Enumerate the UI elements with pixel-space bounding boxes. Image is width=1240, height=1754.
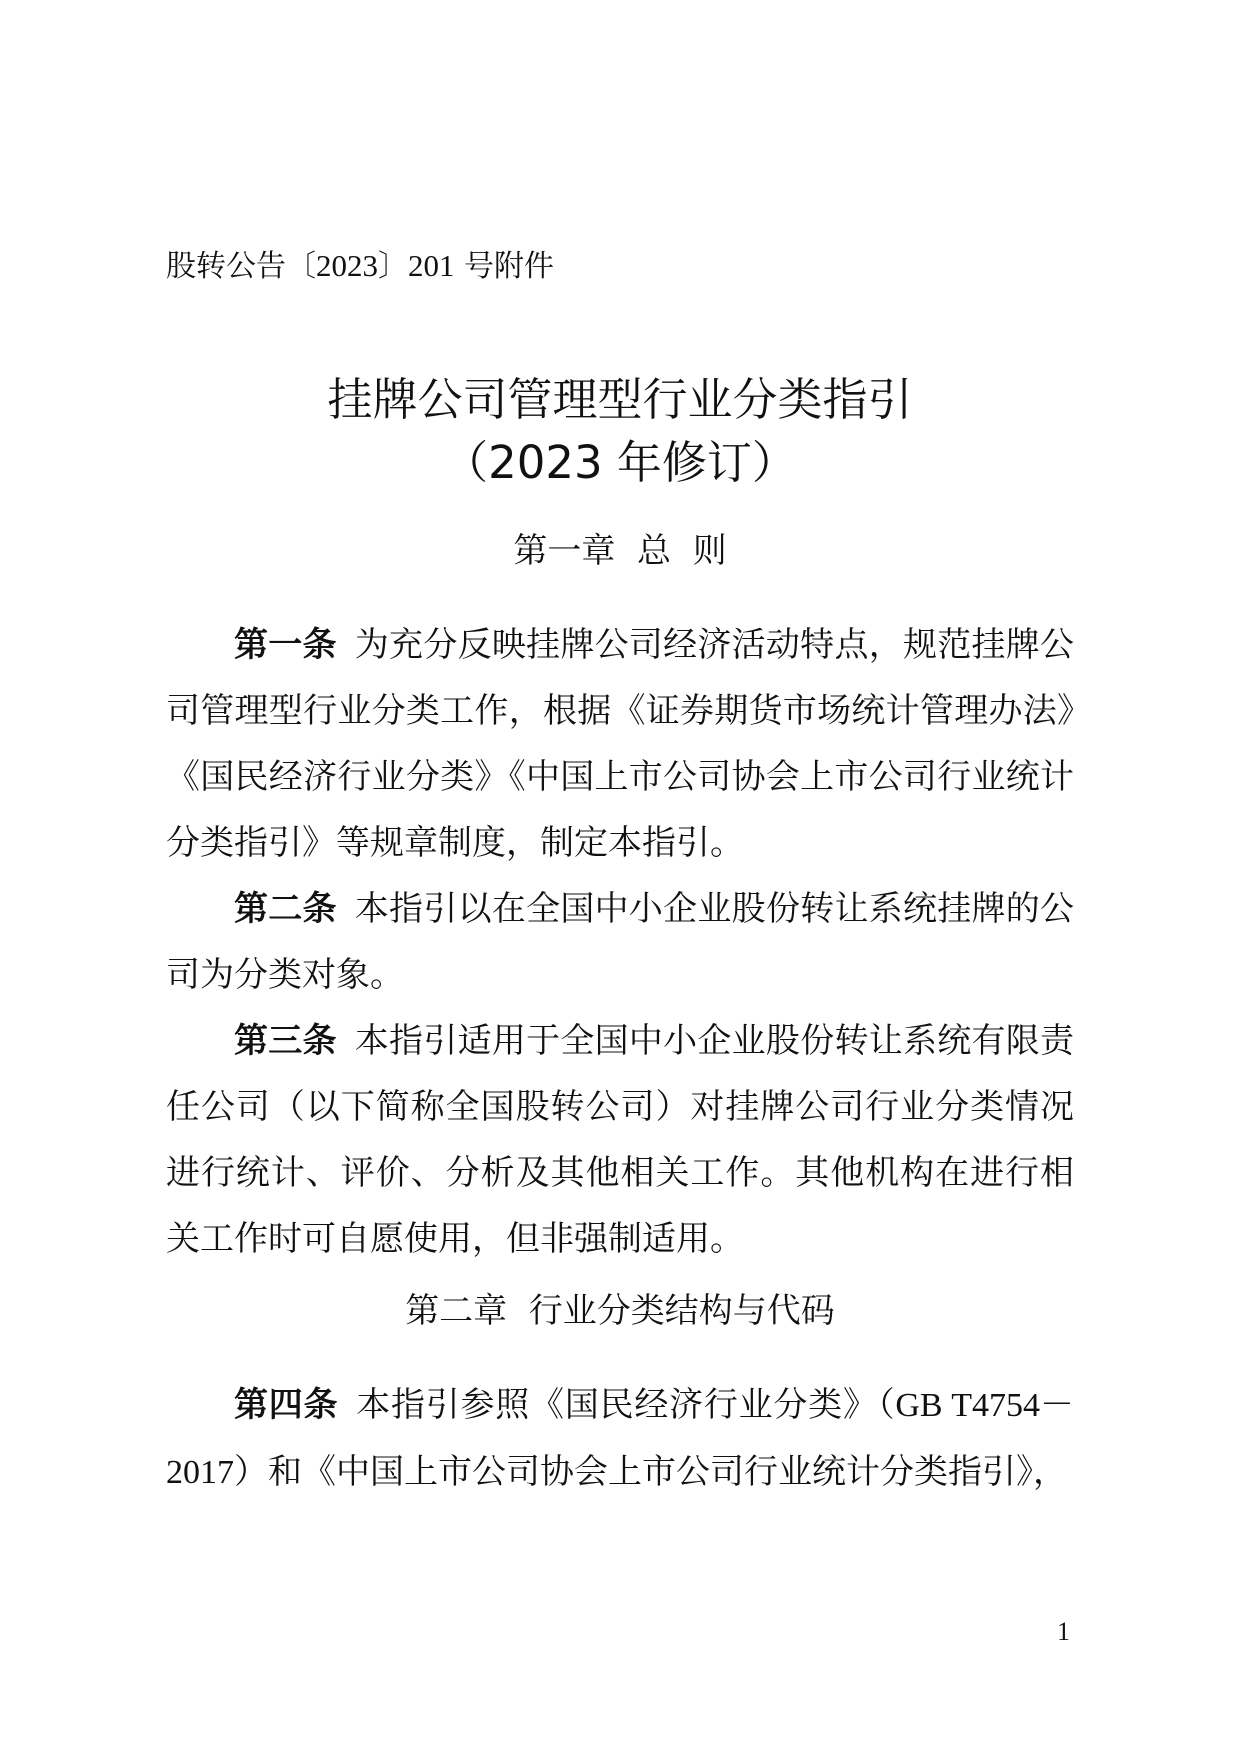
article-label: 第三条	[234, 1021, 337, 1061]
article-text: 本指引适用于全国中小企业股份转让系统有限责任公司（以下简称全国股转公司）对挂牌公司行业分类情况进行统计、评价、分析及其他相关工作。其他机构在进行相关工作时可自愿使用，但非强制适用。	[166, 1021, 1075, 1259]
article-text: ）和《中国上市公司协会上市公司行业统计分类指引》，	[234, 1452, 1067, 1492]
article-label: 第一条	[234, 625, 337, 665]
page-number: 1	[1057, 1617, 1070, 1646]
article-3	[166, 1008, 1074, 1272]
article-text: 本指引以在全国中小企业股份转让系统挂牌的公司为分类对象。	[166, 889, 1075, 995]
article-text: 本指引参照《国民经济行业分类》（	[356, 1385, 896, 1425]
article-4	[166, 1372, 1074, 1506]
chapter-heading-2: 第二章 行业分类结构与代码	[405, 1291, 835, 1331]
article-label: 第二条	[234, 889, 337, 929]
document-number	[166, 246, 554, 287]
document-title: 挂牌公司管理型行业分类指引	[327, 373, 913, 426]
chapter-heading-1: 第一章 总 则	[513, 531, 727, 571]
article-label: 第四条	[234, 1385, 339, 1425]
article-text: 为充分反映挂牌公司经济活动特点，规范挂牌公司管理型行业分类工作，根据《证券期货市场统计管理办法》《国民经济行业分类》《中国上市公司协会上市公司行业统计分类指引》等规章制度，制定本指引。	[166, 625, 1075, 863]
doc-number-bracket: 〕	[378, 249, 408, 284]
article-2	[166, 876, 1074, 1008]
standard-code: GB T4754－2017	[166, 1387, 1075, 1491]
doc-number-prefix: 股转公告〔	[166, 249, 316, 284]
doc-number-suffix: 号附件	[454, 249, 555, 284]
document-subtitle: （2023 年修订）	[443, 436, 797, 489]
doc-number-year: 2023	[316, 248, 378, 283]
doc-number-serial: 201	[408, 248, 455, 283]
article-1	[166, 612, 1074, 876]
